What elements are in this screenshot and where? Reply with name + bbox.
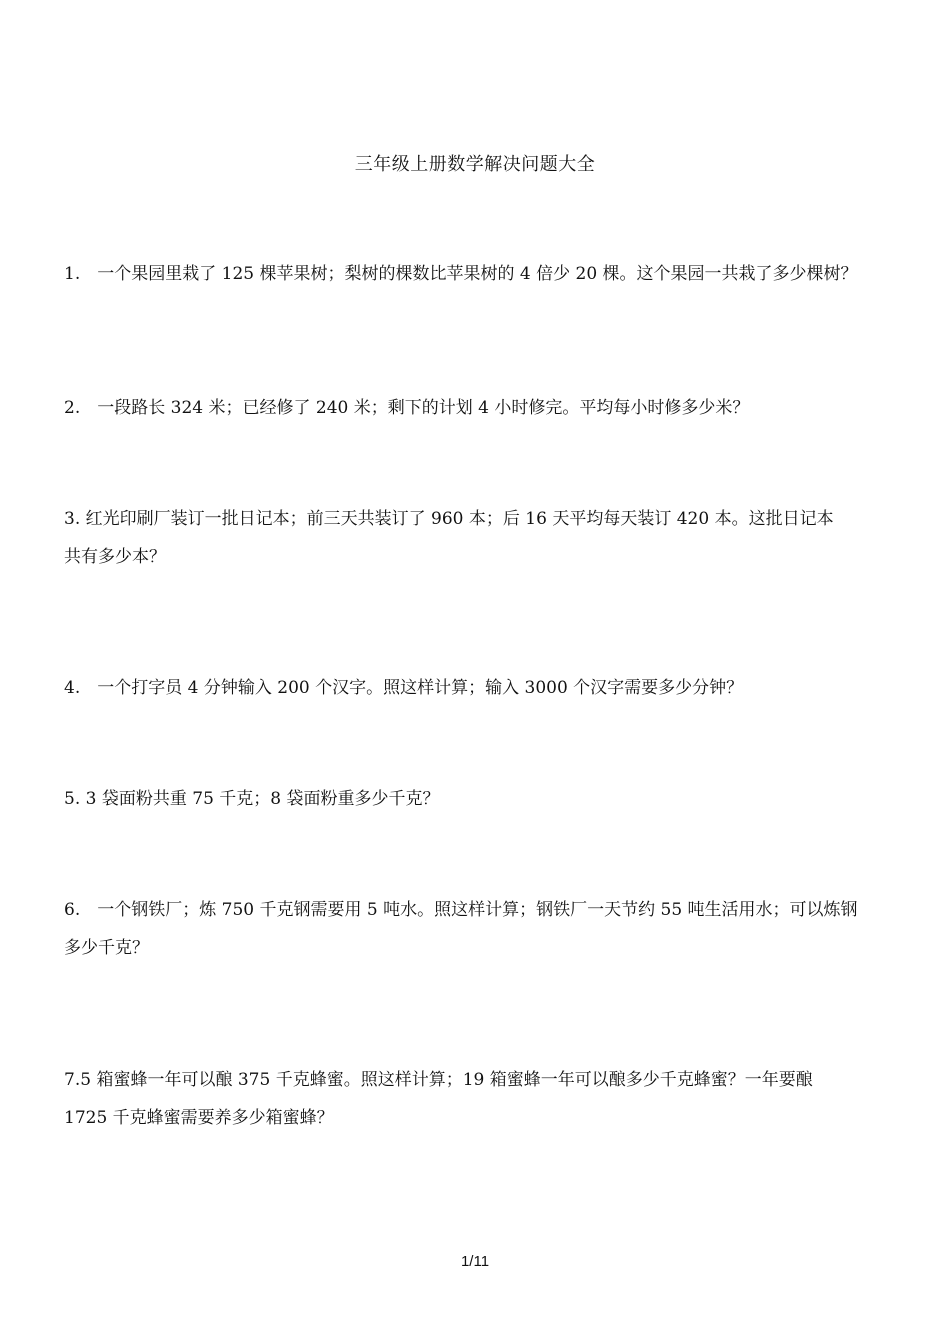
question-2 bbox=[64, 396, 890, 420]
question-7 bbox=[64, 1068, 890, 1130]
question-text-continued: 共有多少本？ bbox=[64, 547, 166, 567]
question-5 bbox=[64, 787, 890, 811]
question-text: 4. 一个打字员 4 分钟输入 200 个汉字。照这样计算；输入 3000 个汉字需要多少分钟？ bbox=[64, 678, 744, 698]
question-text: 7.5 箱蜜蜂一年可以酿 375 千克蜂蜜。照这样计算；19 箱蜜蜂一年可以酿多少千克蜂蜜？一年要酿 bbox=[64, 1070, 813, 1090]
question-text-continued: 1725 千克蜂蜜需要养多少箱蜜蜂？ bbox=[64, 1108, 334, 1128]
question-3 bbox=[64, 507, 890, 569]
question-1 bbox=[64, 262, 890, 286]
question-text-continued: 多少千克？ bbox=[64, 938, 149, 958]
question-text: 6. 一个钢铁厂；炼 750 千克钢需要用 5 吨水。照这样计算；钢铁厂一天节约 55 吨生活用水；可以炼钢 bbox=[64, 900, 858, 920]
question-4 bbox=[64, 676, 890, 700]
page-title: 三年级上册数学解决问题大全 bbox=[354, 154, 596, 175]
page-number: 1/11 bbox=[460, 1253, 490, 1270]
question-text: 2. 一段路长 324 米；已经修了 240 米；剩下的计划 4 小时修完。平均每小时修多少米？ bbox=[64, 398, 750, 418]
question-6 bbox=[64, 898, 890, 960]
question-text: 5. 3 袋面粉共重 75 千克；8 袋面粉重多少千克？ bbox=[64, 789, 440, 809]
question-text: 1. 一个果园里栽了 125 棵苹果树；梨树的棵数比苹果树的 4 倍少 20 棵。这个果园一共栽了多少棵树？ bbox=[64, 264, 858, 284]
question-text: 3. 红光印刷厂装订一批日记本；前三天共装订了 960 本；后 16 天平均每天装订 420 本。这批日记本 bbox=[64, 509, 834, 529]
